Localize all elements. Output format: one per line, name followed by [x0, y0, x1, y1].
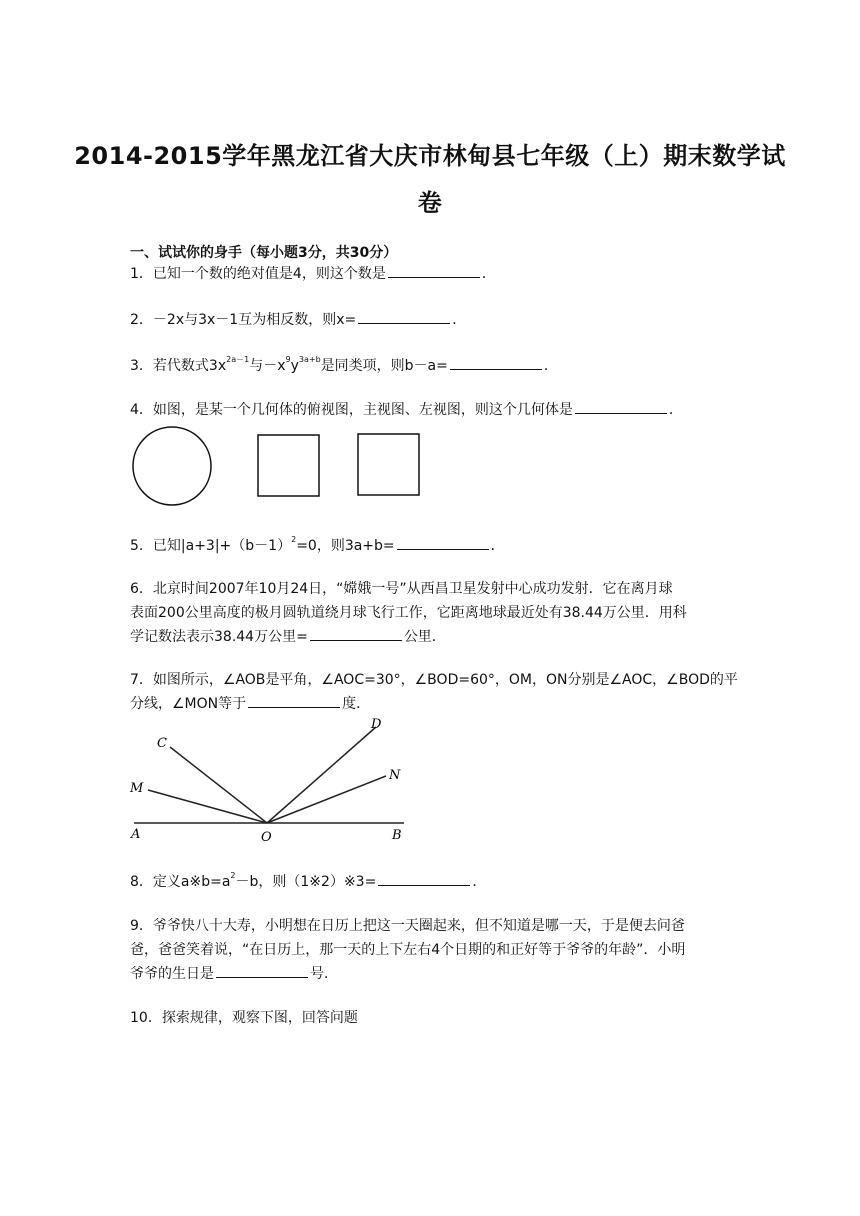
section-heading: 一、试试你的身手（每小题3分，共30分） [130, 245, 398, 261]
q3-y: y [290, 358, 299, 374]
answer-blank[interactable] [450, 355, 542, 370]
front-view-square [258, 435, 319, 496]
question-1 [130, 262, 740, 286]
page-title-cont: 卷 [417, 189, 443, 217]
q3-text: 3．若代数式3x [130, 358, 227, 374]
q4-text: 4．如图，是某一个几何体的俯视图，主视图、左视图，则这个几何体是 [130, 402, 573, 418]
q6-line3: 学记数法表示38.44万公里= [130, 629, 308, 645]
page-title: 2014-2015学年黑龙江省大庆市林甸县七年级（上）期末数学试 [74, 142, 786, 170]
q9-line1: 9．爷爷快八十大寿，小明想在日历上把这一天圈起来，但不知道是哪一天，于是便去问爸 [130, 918, 685, 934]
q3-end: ． [543, 358, 558, 374]
q5-text2: =0，则3a+b= [296, 538, 395, 554]
q5-text: 5．已知|a+3|+（b－1） [130, 538, 292, 554]
q5-end: ． [490, 538, 505, 554]
ray-OC [170, 747, 267, 823]
label-B: B [392, 828, 402, 843]
q1-end: ． [481, 266, 496, 282]
q3-text2: 是同类项，则b－a= [320, 358, 448, 374]
question-10: 10．探索规律，观察下图，回答问题 [130, 1010, 358, 1026]
q8-end: ． [472, 874, 487, 890]
question-9 [130, 914, 740, 986]
answer-blank[interactable] [216, 963, 308, 978]
q9-line2: 爸，爸爸笑着说，“在日历上，那一天的上下左右4个日期的和正好等于爷爷的年龄”．小明 [130, 942, 686, 958]
question-6 [130, 577, 740, 649]
q2-end: ． [452, 312, 467, 328]
ray-ON [267, 776, 386, 823]
q7-line1: 7．如图所示，∠AOB是平角，∠AOC=30°，∠BOD=60°，OM，ON分别是∠AOC，∠BOD的平 [130, 672, 738, 688]
q8-text2: －b，则（1※2）※3= [235, 874, 377, 890]
q6-line1: 6．北京时间2007年10月24日，“嫦娥一号”从西昌卫星发射中心成功发射．它在离月球 [130, 581, 673, 597]
answer-blank[interactable] [397, 535, 489, 550]
question-5 [130, 534, 740, 558]
question-4 [130, 398, 740, 422]
q7-end: 度． [342, 696, 371, 712]
label-M: M [130, 781, 144, 796]
ray-OD [267, 727, 376, 823]
q3-exp2: 9 [285, 355, 291, 364]
side-view-square [358, 434, 419, 495]
answer-blank[interactable] [388, 263, 480, 278]
question-8 [130, 870, 740, 894]
q3-exp1: 2a－1 [226, 355, 250, 364]
q2-text: 2．－2x与3x－1互为相反数，则x= [130, 312, 357, 328]
q9-end: 号． [310, 966, 338, 982]
ray-OM [148, 790, 267, 823]
question-2 [130, 308, 740, 332]
answer-blank[interactable] [378, 871, 470, 886]
q1-text: 1．已知一个数的绝对值是4，则这个数是 [130, 266, 386, 282]
label-N: N [389, 768, 401, 783]
q8-exp: 2 [230, 871, 236, 880]
answer-blank[interactable] [310, 626, 402, 641]
q6-end: 公里． [403, 629, 446, 645]
answer-blank[interactable] [358, 309, 450, 324]
q6-line2: 表面200公里高度的极月圆轨道绕月球飞行工作，它距离地球最近处有38.44万公里．用科 [130, 605, 687, 621]
question-3 [130, 354, 740, 378]
answer-blank[interactable] [575, 399, 667, 414]
q9-line3: 爷爷的生日是 [130, 966, 214, 982]
angle-figure [128, 712, 418, 844]
label-D: D [371, 717, 382, 732]
q3-exp3: 3a+b [298, 355, 321, 364]
label-A: A [131, 827, 141, 842]
q5-exp: 2 [291, 535, 297, 544]
q4-end: ． [668, 402, 683, 418]
label-C: C [157, 736, 167, 751]
label-O: O [261, 830, 272, 844]
q8-text: 8．定义a※b=a [130, 874, 231, 890]
q7-line2: 分线，∠MON等于 [130, 696, 247, 712]
top-view-circle [133, 427, 211, 505]
question-7 [130, 668, 740, 716]
answer-blank[interactable] [248, 693, 340, 708]
three-views-figure [128, 424, 428, 510]
q3-mid: 与－x [249, 358, 286, 374]
